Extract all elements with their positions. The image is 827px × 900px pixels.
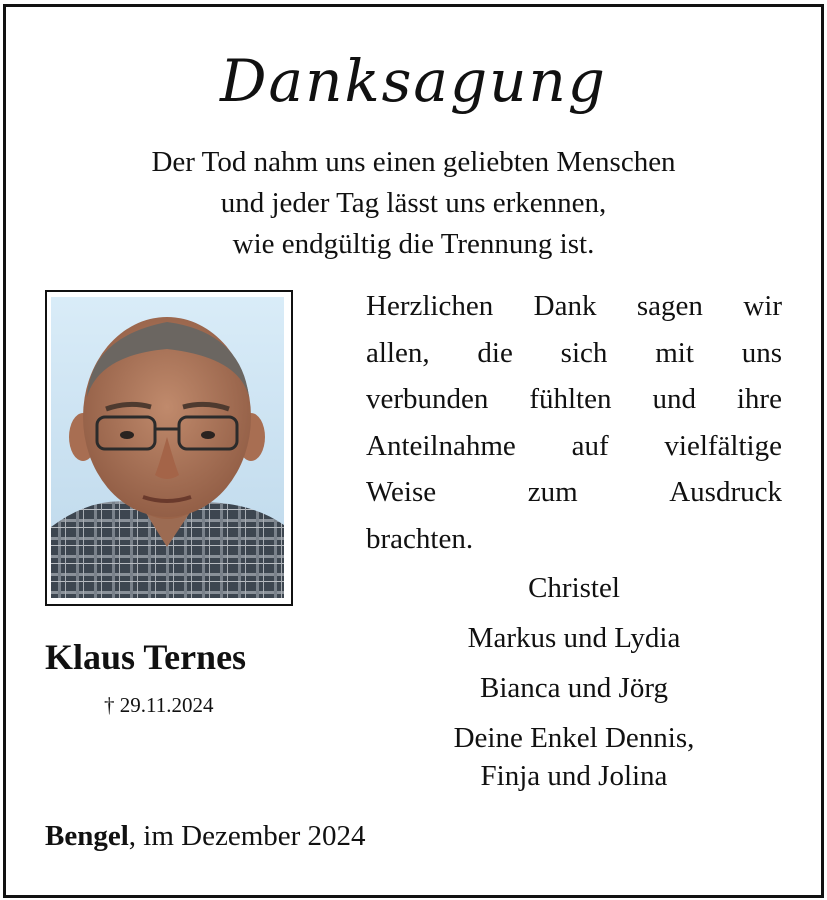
deceased-name: Klaus Ternes bbox=[45, 637, 247, 677]
thanks-word: Weise bbox=[366, 476, 437, 508]
thanks-paragraph bbox=[366, 283, 782, 562]
thanks-word: uns bbox=[741, 336, 782, 369]
thanks-word: sich bbox=[560, 336, 608, 369]
thanks-word: allen, bbox=[366, 336, 430, 369]
thanks-word: Herzlichen bbox=[366, 290, 494, 322]
place-date bbox=[45, 816, 366, 856]
thanks-line bbox=[366, 516, 782, 563]
death-date: † 29.11.2024 bbox=[104, 693, 214, 717]
thanks-word: brachten. bbox=[366, 522, 474, 555]
motto-verse bbox=[0, 142, 827, 265]
family-member bbox=[366, 719, 782, 795]
motto-line: wie endgültig die Trennung ist. bbox=[232, 228, 595, 260]
thanks-line bbox=[366, 469, 782, 516]
thanks-word: zum bbox=[527, 476, 578, 508]
motto-line: und jeder Tag lässt uns erkennen, bbox=[220, 187, 607, 219]
thanks-word: und bbox=[652, 383, 696, 415]
portrait-photo bbox=[51, 297, 284, 598]
thanks-line bbox=[366, 330, 782, 377]
thanks-word: mit bbox=[655, 336, 694, 369]
motto-line: Der Tod nahm uns einen geliebten Menschen bbox=[151, 146, 676, 178]
thanks-word: Anteilnahme bbox=[366, 429, 516, 462]
family-member: Markus und Lydia bbox=[467, 622, 681, 654]
thanks-word: vielfältige bbox=[664, 429, 782, 462]
thanks-line bbox=[366, 376, 782, 423]
place-town: Bengel bbox=[45, 820, 129, 852]
thanks-word: Dank bbox=[533, 290, 597, 322]
thanks-word: auf bbox=[571, 429, 609, 462]
thanks-line bbox=[366, 423, 782, 470]
thanks-word: Ausdruck bbox=[669, 476, 782, 508]
family-line: Finja und Jolina bbox=[480, 760, 668, 792]
thanks-word: wir bbox=[743, 290, 782, 322]
family-member: Christel bbox=[528, 572, 620, 604]
family-line: Deine Enkel Dennis, bbox=[453, 722, 695, 754]
thanks-word: verbunden bbox=[366, 383, 489, 415]
family-member: Bianca und Jörg bbox=[480, 672, 668, 704]
notice-title: Danksagung bbox=[220, 47, 607, 115]
family-signatures bbox=[366, 569, 782, 806]
thanks-word: die bbox=[477, 336, 513, 369]
thanks-word: fühlten bbox=[529, 383, 612, 415]
place-date-text: , im Dezember 2024 bbox=[128, 820, 366, 852]
thanks-word: ihre bbox=[736, 383, 782, 415]
thanks-word: sagen bbox=[636, 290, 703, 322]
thanks-line bbox=[366, 283, 782, 330]
